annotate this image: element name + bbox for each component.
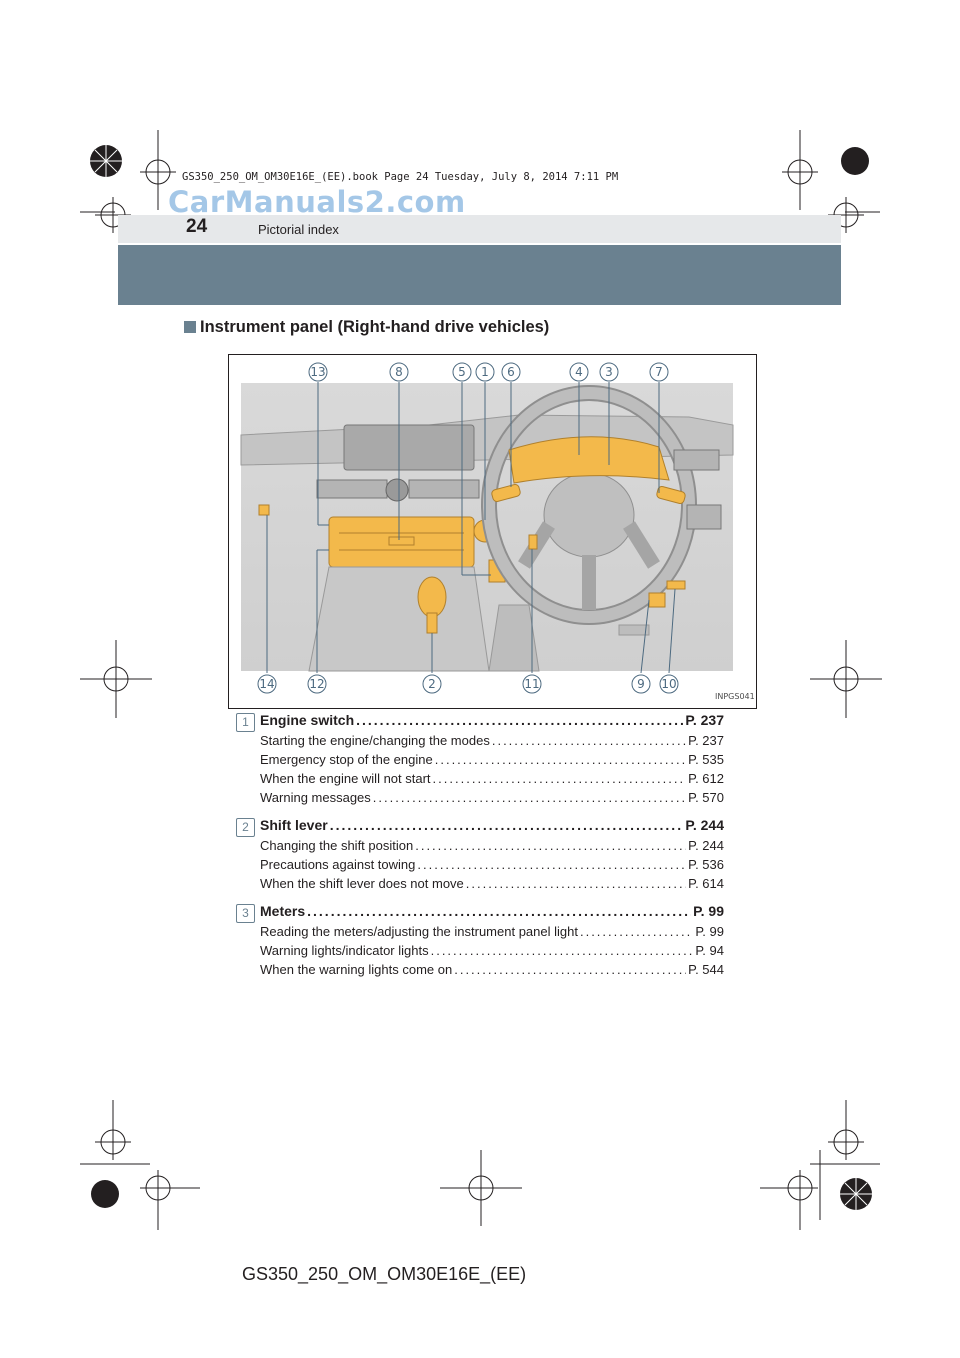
subsection-title-text: Instrument panel (Right-hand drive vehicles): [200, 318, 550, 336]
pictorial-index-list: [236, 712, 724, 989]
entry-item-page-ref[interactable]: P. 535: [688, 752, 724, 767]
entry-item-row[interactable]: [260, 838, 724, 857]
entry-item-page-ref[interactable]: P. 570: [688, 790, 724, 805]
entry-title-row[interactable]: [260, 712, 724, 733]
figure-code: INPGS041: [715, 692, 755, 701]
callout-6: [502, 363, 520, 381]
entry-item-row[interactable]: [260, 771, 724, 790]
svg-text:14: 14: [259, 677, 275, 691]
callout-10: [660, 675, 678, 693]
entry-item-row[interactable]: [260, 962, 724, 981]
entry-item-page-ref[interactable]: P. 544: [688, 962, 724, 977]
entry-title-row[interactable]: [260, 903, 724, 924]
entry-page-ref[interactable]: P. 244: [685, 817, 724, 833]
entry-item-label: Warning lights/indicator lights: [260, 943, 429, 958]
entry-shift-lever: [236, 817, 724, 895]
print-job-line: GS350_250_OM_OM30E16E_(EE).book Page 24 Tuesday, July 8, 2014 7:11 PM: [182, 171, 619, 183]
svg-text:8: 8: [395, 365, 403, 379]
square-bullet-icon: [184, 321, 196, 333]
dashboard-illustration: [229, 355, 756, 708]
entry-item-page-ref[interactable]: P. 94: [695, 943, 724, 958]
callout-7: [650, 363, 668, 381]
entry-item-page-ref[interactable]: P. 614: [688, 876, 724, 891]
entry-title: Engine switch: [260, 712, 355, 728]
svg-text:6: 6: [507, 365, 515, 379]
entry-item-page-ref[interactable]: P. 612: [688, 771, 724, 786]
entry-number-badge: 1: [236, 713, 255, 732]
entry-item-label: Reading the meters/adjusting the instrument panel light: [260, 924, 578, 939]
entry-item-label: Emergency stop of the engine: [260, 752, 433, 767]
callout-4: [570, 363, 588, 381]
svg-text:4: 4: [575, 365, 583, 379]
entry-item-page-ref[interactable]: P. 99: [695, 924, 724, 939]
svg-text:5: 5: [458, 365, 466, 379]
svg-text:12: 12: [309, 677, 325, 691]
callout-3: [600, 363, 618, 381]
entry-item-page-ref[interactable]: P. 237: [688, 733, 724, 748]
entry-item-label: When the shift lever does not move: [260, 876, 464, 891]
svg-text:13: 13: [310, 365, 326, 379]
callout-12: [308, 675, 326, 693]
entry-item-label: Precautions against towing: [260, 857, 416, 872]
entry-page-ref[interactable]: P. 237: [685, 712, 724, 728]
callout-14: [258, 675, 276, 693]
header-band: [118, 215, 841, 243]
watermark: CarManuals2.com: [168, 185, 466, 219]
svg-text:7: 7: [655, 365, 663, 379]
entry-item-row[interactable]: [260, 790, 724, 809]
entry-title-row[interactable]: [260, 817, 724, 838]
instrument-panel-figure: [228, 354, 757, 709]
section-title: Pictorial index: [258, 222, 339, 237]
entry-title: Meters: [260, 903, 306, 919]
entry-item-label: Starting the engine/changing the modes: [260, 733, 490, 748]
entry-item-row[interactable]: [260, 752, 724, 771]
entry-item-label: Changing the shift position: [260, 838, 414, 853]
svg-text:9: 9: [637, 677, 645, 691]
callout-1: [476, 363, 494, 381]
entry-engine-switch: [236, 712, 724, 809]
svg-text:1: 1: [481, 365, 489, 379]
callout-5: [453, 363, 471, 381]
entry-item-page-ref[interactable]: P. 244: [688, 838, 724, 853]
entry-title: Shift lever: [260, 817, 328, 833]
callout-11: [523, 675, 541, 693]
entry-item-row[interactable]: [260, 857, 724, 876]
entry-item-label: When the engine will not start: [260, 771, 431, 786]
subsection-title: [184, 318, 549, 337]
entry-number-badge: 3: [236, 904, 255, 923]
svg-text:2: 2: [428, 677, 436, 691]
entry-item-page-ref[interactable]: P. 536: [688, 857, 724, 872]
callout-2: [423, 675, 441, 693]
entry-item-label: When the warning lights come on: [260, 962, 453, 977]
entry-item-row[interactable]: [260, 733, 724, 752]
svg-text:3: 3: [605, 365, 613, 379]
entry-meters: [236, 903, 724, 981]
entry-item-row[interactable]: [260, 876, 724, 895]
entry-item-row[interactable]: [260, 924, 724, 943]
svg-text:10: 10: [661, 677, 677, 691]
entry-item-label: Warning messages: [260, 790, 371, 805]
entry-item-row[interactable]: [260, 943, 724, 962]
svg-text:11: 11: [524, 677, 540, 691]
footer-document-code: GS350_250_OM_OM30E16E_(EE): [242, 1264, 527, 1284]
callout-8: [390, 363, 408, 381]
callout-9: [632, 675, 650, 693]
entry-page-ref[interactable]: P. 99: [693, 903, 724, 919]
entry-number-badge: 2: [236, 818, 255, 837]
page-number: 24: [186, 216, 208, 237]
callout-13: [309, 363, 327, 381]
header-accent-bar: [118, 245, 841, 305]
